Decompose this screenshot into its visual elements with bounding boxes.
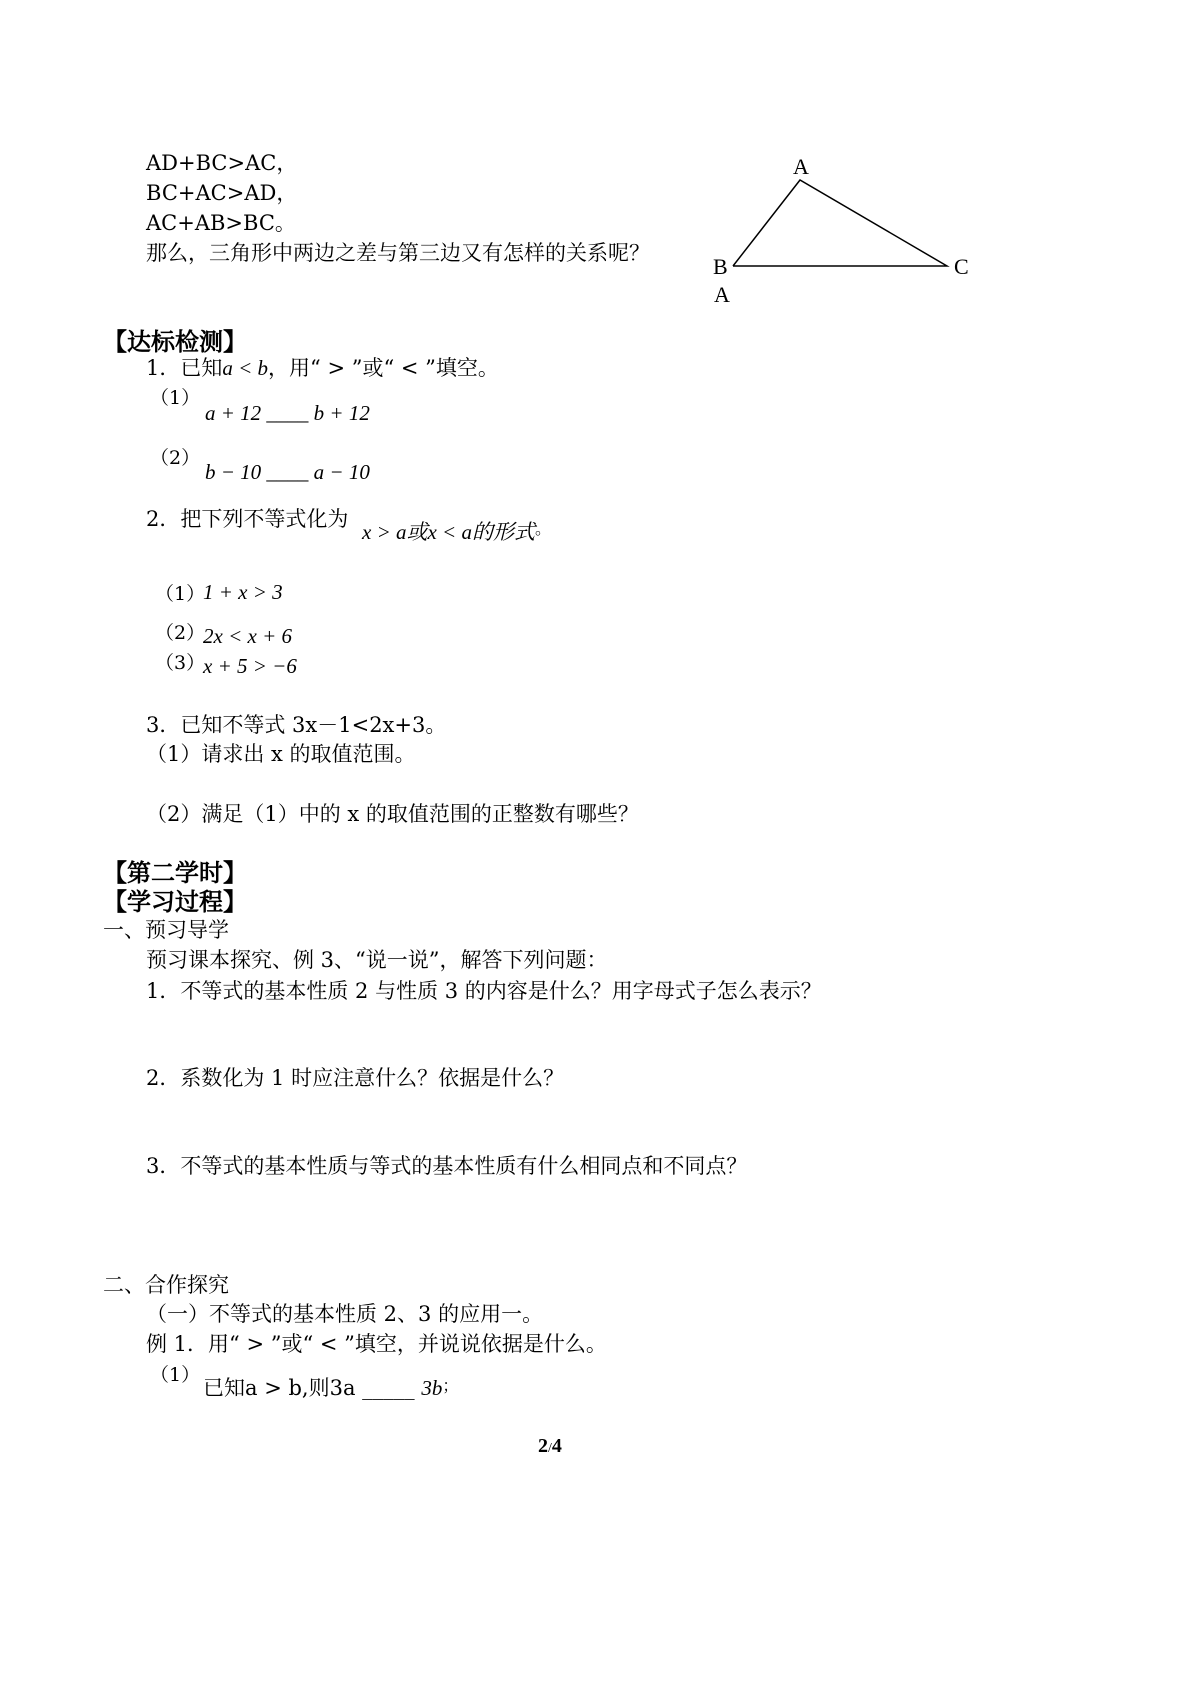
- check-q2a-math: 1 + x > 3: [203, 580, 283, 604]
- preview-instruction: 预习课本探究、例 3、“说一说”，解答下列问题：: [146, 948, 608, 972]
- check-q2b-math: 2x < x + 6: [203, 624, 292, 648]
- second-heading-2: 【学习过程】: [103, 888, 247, 916]
- vertex-b-label: B: [713, 254, 728, 279]
- check-q1a-blank: ____: [266, 401, 309, 425]
- check-q1-math: a < b: [222, 356, 269, 380]
- check-q3a: （1）请求出 x 的取值范围。: [146, 742, 416, 766]
- example-1a-blank: _____: [362, 1376, 415, 1400]
- check-heading: 【达标检测】: [103, 328, 247, 356]
- page-total: 4: [551, 1435, 562, 1457]
- example-1a-end: ；: [442, 1376, 459, 1395]
- triangle-figure: [700, 140, 990, 310]
- intro-question: 那么，三角形中两边之差与第三边又有怎样的关系呢？: [146, 241, 650, 265]
- check-q2c-num: （3）: [155, 652, 206, 674]
- check-q1a-left: a + 12: [205, 401, 262, 425]
- example-1a-expr: [203, 1378, 458, 1399]
- check-q3b: （2）满足（1）中的 x 的取值范围的正整数有哪些？: [146, 802, 639, 826]
- section-1-title: 一、预习导学: [103, 918, 229, 942]
- page-current: 2: [538, 1435, 548, 1457]
- page-sep: /: [548, 1441, 552, 1456]
- ineq-1: AD+BC>AC，: [146, 151, 298, 175]
- check-q1b-right: a − 10: [313, 460, 370, 484]
- check-q2a-num: （1）: [155, 583, 206, 605]
- page-number: [538, 1436, 562, 1456]
- ineq-3: AC+AB>BC。: [146, 211, 296, 235]
- check-q1-suffix: ，用“ > ”或“ < ”填空。: [268, 356, 499, 380]
- check-q2c-math: x + 5 > −6: [203, 654, 297, 678]
- preview-q1: 1．不等式的基本性质 2 与性质 3 的内容是什么？用字母式子怎么表示？: [146, 979, 822, 1003]
- check-q1a-num: （1）: [150, 387, 201, 409]
- second-heading-1: 【第二学时】: [103, 859, 247, 887]
- section-2-title: 二、合作探究: [103, 1273, 229, 1297]
- vertex-a-label: A: [793, 154, 809, 179]
- check-q2b-num: （2）: [155, 622, 206, 644]
- check-q1a-expr: [205, 403, 370, 424]
- check-q2: 2．把下列不等式化为: [146, 507, 349, 531]
- check-q1b-expr: [205, 462, 370, 483]
- triangle-edges: [733, 180, 947, 266]
- example-1a-right: 3b: [421, 1376, 443, 1400]
- preview-q3: 3．不等式的基本性质与等式的基本性质有什么相同点和不同点？: [146, 1154, 748, 1178]
- check-q3: 3．已知不等式 3x－1<2x+3。: [146, 713, 447, 737]
- check-q1a-right: b + 12: [313, 401, 370, 425]
- subsection-1-title: （一）不等式的基本性质 2、3 的应用一。: [146, 1302, 544, 1326]
- example-1a-num: （1）: [150, 1364, 201, 1386]
- check-q2-end: 。: [534, 521, 551, 538]
- preview-q2: 2．系数化为 1 时应注意什么？依据是什么？: [146, 1066, 565, 1090]
- ineq-2: BC+AC>AD，: [146, 181, 298, 205]
- check-q2-form: [362, 522, 551, 543]
- check-q1-prefix: 1．已知: [146, 356, 223, 380]
- check-q1b-left: b − 10: [205, 460, 262, 484]
- vertex-c-label: C: [954, 254, 969, 279]
- check-q1: [146, 358, 499, 379]
- check-q1b-blank: ____: [266, 460, 309, 484]
- check-q2-math: x > a或x < a的形式: [362, 520, 535, 544]
- vertex-a-extra-label: A: [714, 282, 730, 307]
- example-1a-text: 已知a > b,则3a: [203, 1376, 356, 1400]
- check-q1b-num: （2）: [150, 447, 201, 469]
- example-1: 例 1．用“ > ”或“ < ”填空，并说说依据是什么。: [146, 1332, 607, 1356]
